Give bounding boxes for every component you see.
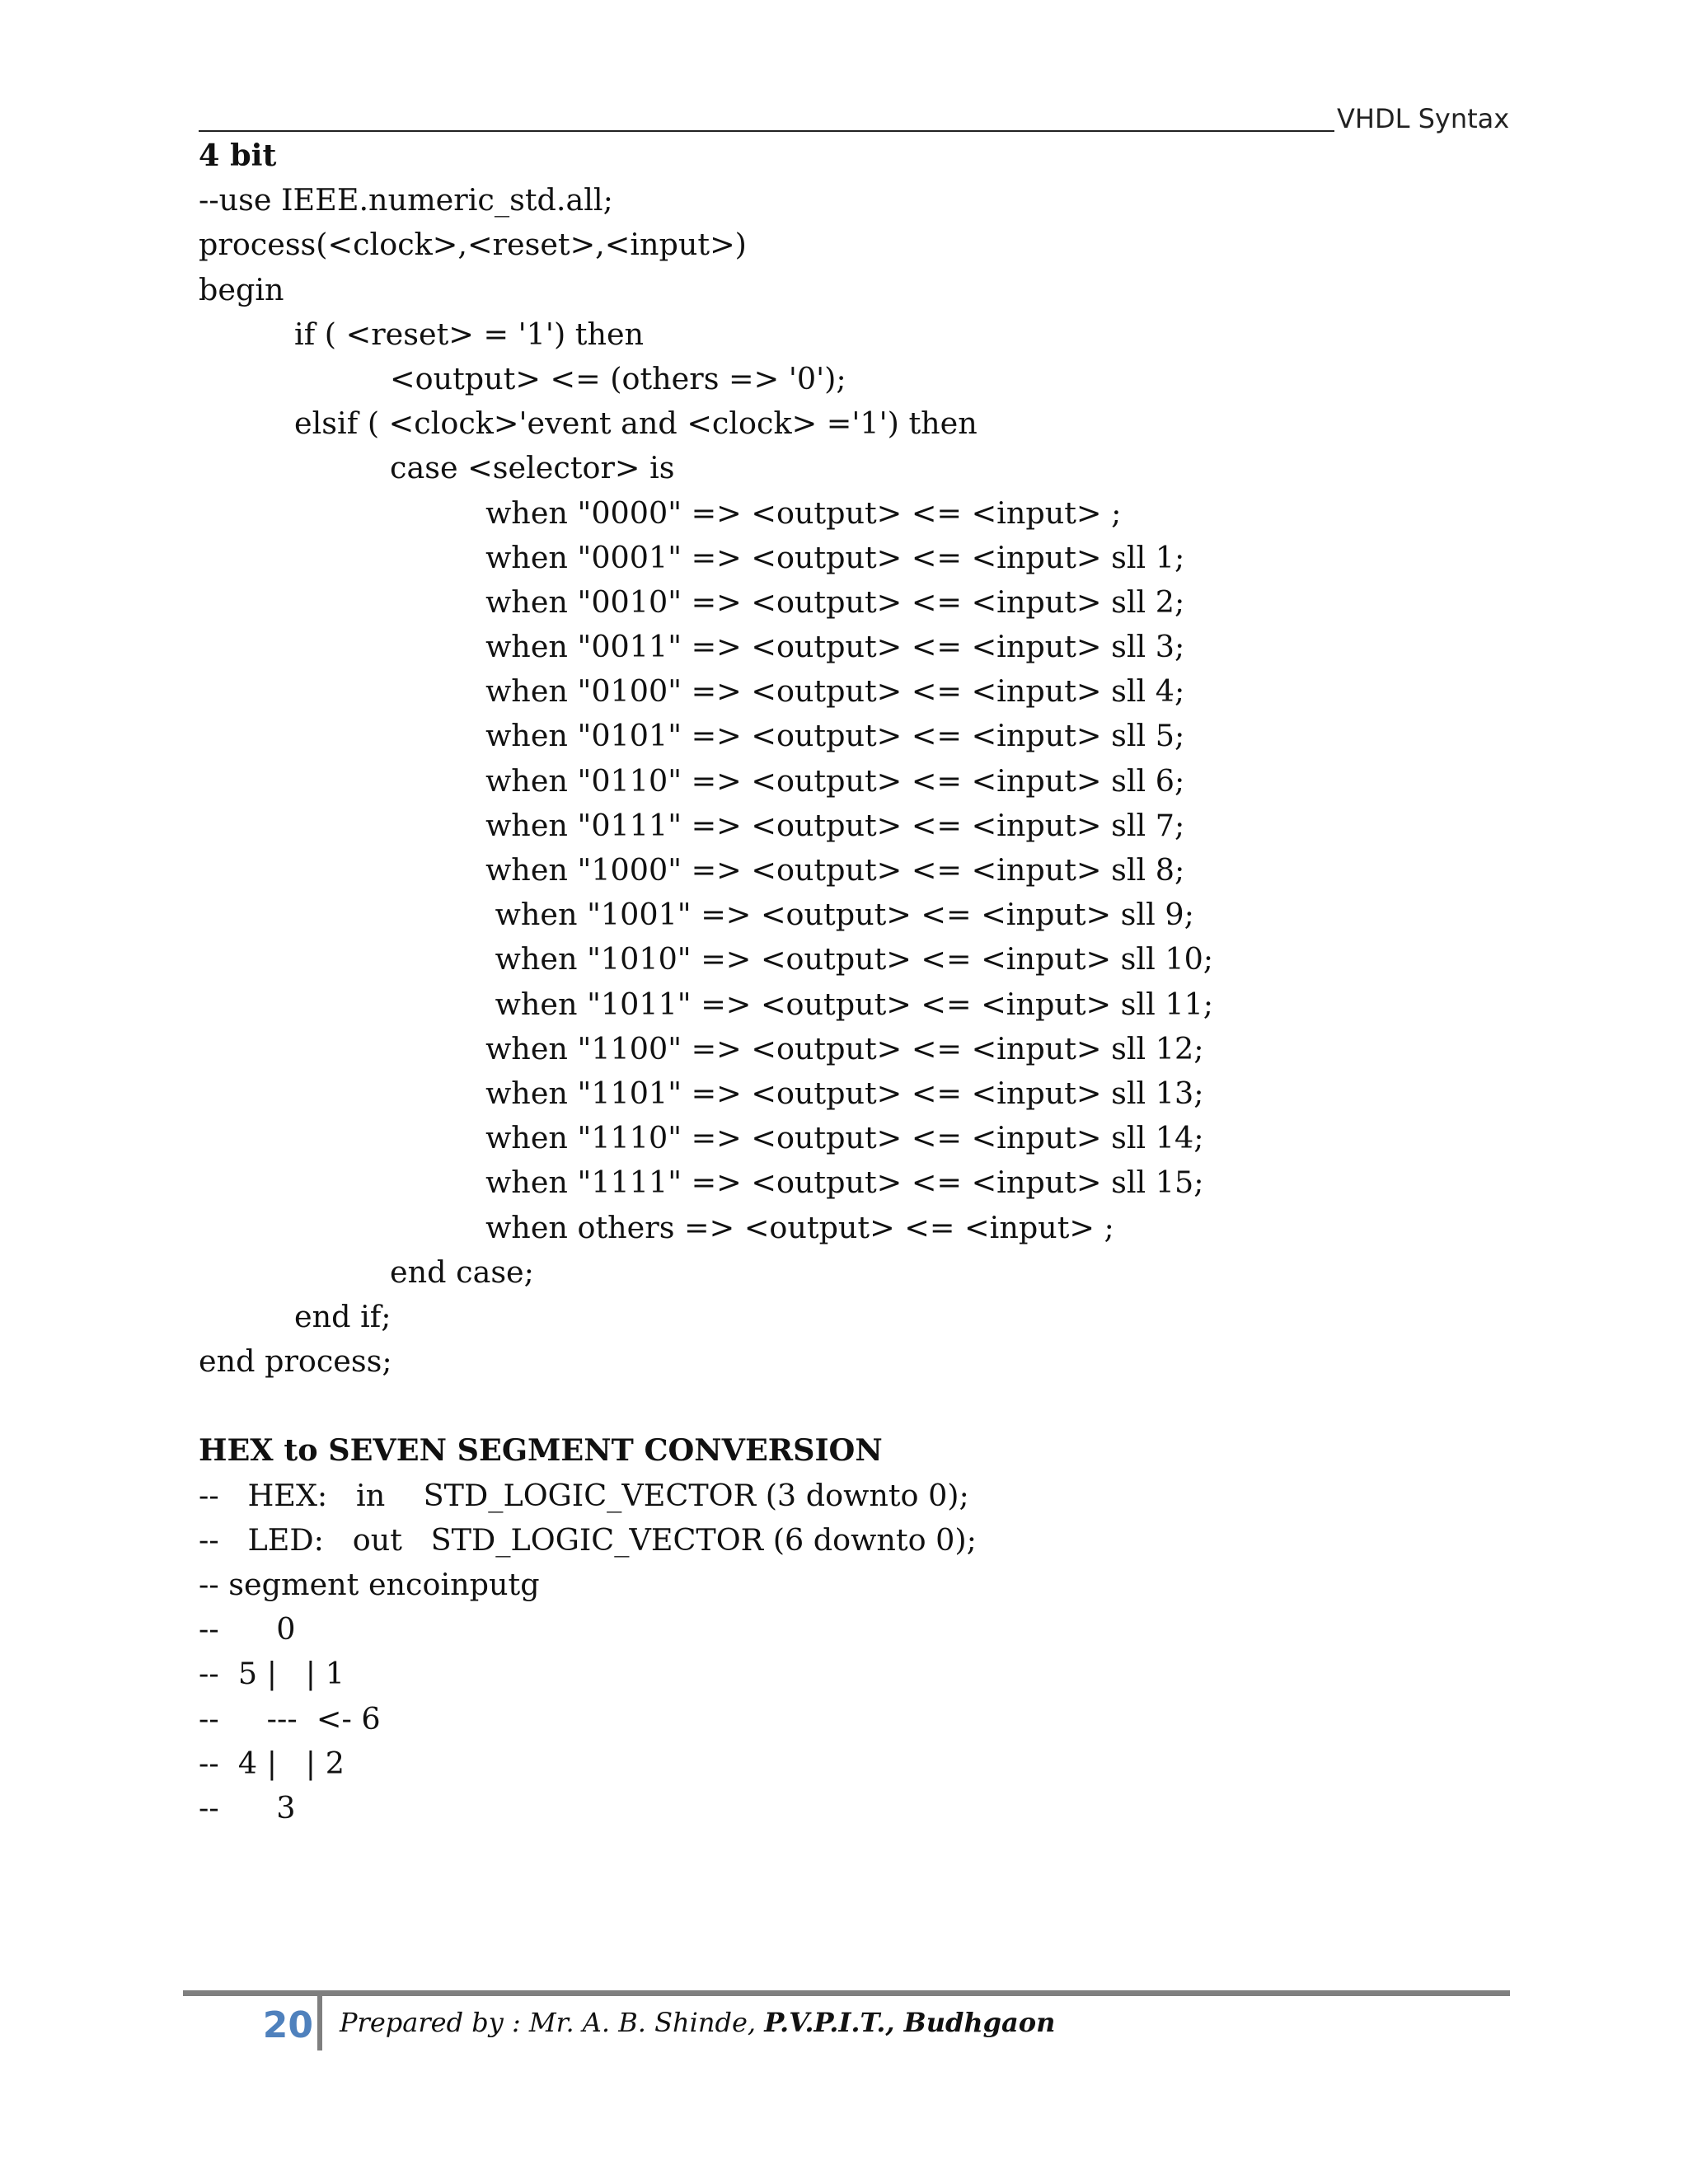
code-line: case <selector> is [199,450,675,486]
code-line: when "0110" => <output> <= <input> sll 6; [199,762,1185,799]
code-line: when "0111" => <output> <= <input> sll 7; [199,807,1185,843]
code-line: begin [199,271,284,307]
code-line: when "0101" => <output> <= <input> sll 5; [199,718,1185,754]
code-line: when "1111" => <output> <= <input> sll 15; [199,1165,1204,1201]
section-heading-4-bit: 4 bit [199,138,277,173]
code-block-shifter [199,178,1517,1384]
code-line: -- HEX: in STD_LOGIC_VECTOR (3 downto 0); [199,1477,969,1513]
code-line: -- 0 [199,1611,296,1647]
code-line: if ( <reset> = '1') then [199,316,645,352]
code-line: <output> <= (others => '0'); [199,360,846,396]
spacer [199,1384,1517,1428]
code-line: -- --- <- 6 [199,1700,381,1736]
code-line: when "0010" => <output> <= <input> sll 2; [199,583,1185,620]
code-line: -- 3 [199,1789,296,1825]
code-line: when "1110" => <output> <= <input> sll 14; [199,1120,1204,1156]
code-line: when "0011" => <output> <= <input> sll 3; [199,629,1185,665]
code-line: -- 4 | | 2 [199,1745,345,1781]
footer-author: Prepared by : Mr. A. B. Shinde, [340,2007,765,2038]
code-block-seven-segment [199,1474,1517,1831]
page-body [199,134,1517,1830]
code-line: when "1011" => <output> <= <input> sll 11; [199,986,1214,1022]
code-line: --use IEEE.numeric_std.all; [199,182,613,218]
code-line: -- 5 | | 1 [199,1656,345,1692]
code-line: when "1010" => <output> <= <input> sll 10; [199,941,1214,977]
running-header-title: VHDL Syntax [1337,103,1510,134]
code-line: process(<clock>,<reset>,<input>) [199,227,747,263]
code-line: end case; [199,1254,534,1290]
code-line: when "1100" => <output> <= <input> sll 12; [199,1030,1204,1066]
code-line: when "0001" => <output> <= <input> sll 1; [199,539,1185,575]
code-line: when others => <output> <= <input> ; [199,1209,1114,1245]
code-line: -- segment encoinputg [199,1567,540,1602]
code-line: elsif ( <clock>'event and <clock> ='1') then [199,405,978,442]
code-line: -- LED: out STD_LOGIC_VECTOR (6 downto 0); [199,1521,977,1558]
header-rule [199,130,1334,132]
code-line: when "0100" => <output> <= <input> sll 4; [199,673,1185,710]
page-number: 20 [262,2004,313,2046]
code-line: end process; [199,1343,392,1380]
code-line: when "0000" => <output> <= <input> ; [199,494,1122,531]
code-line: end if; [199,1298,392,1334]
code-line: when "1001" => <output> <= <input> sll 9; [199,897,1194,933]
footer-rule [183,1990,1510,1996]
code-line: when "1000" => <output> <= <input> sll 8; [199,852,1185,888]
footer-credit [340,2004,1055,2041]
code-line: when "1101" => <output> <= <input> sll 13; [199,1075,1204,1111]
footer-divider [317,1996,322,2050]
footer-institution: P.V.P.I.T., Budhgaon [764,2007,1056,2038]
section-heading-hex-to-seven-segment: HEX to SEVEN SEGMENT CONVERSION [199,1432,883,1469]
